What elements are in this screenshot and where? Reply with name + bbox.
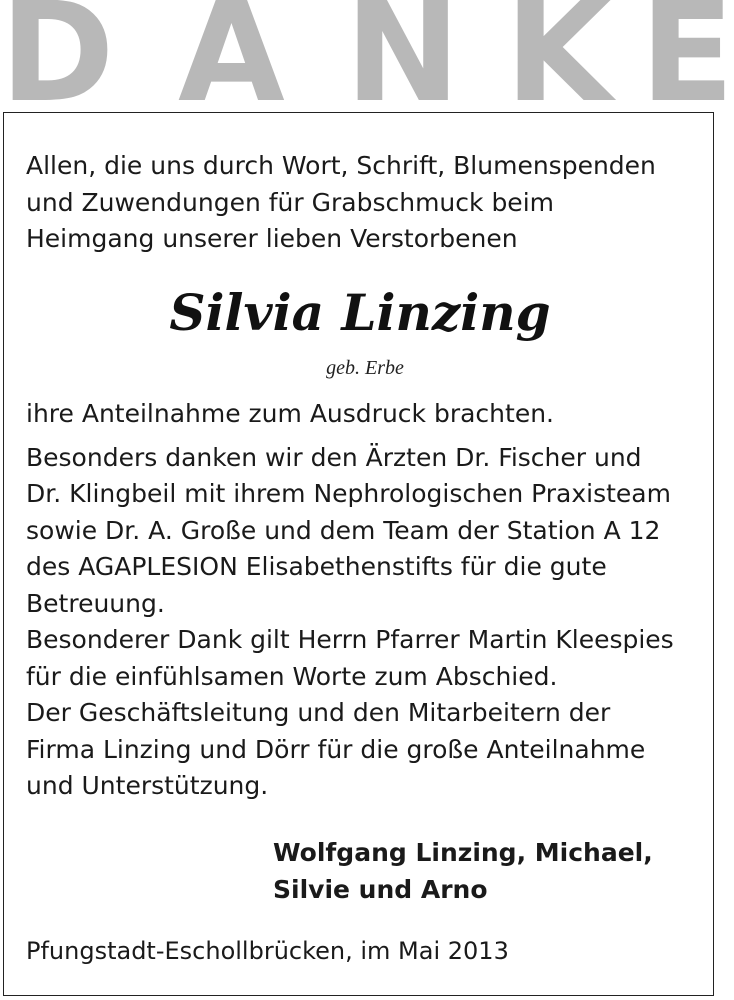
body-line: Der Geschäftsleitung und den Mitarbeitern der xyxy=(26,698,611,727)
intro-line: Heimgang unserer lieben Verstorbenen xyxy=(26,224,518,253)
header-letter: N xyxy=(345,0,461,133)
signature-line: Silvie und Arno xyxy=(273,875,488,904)
body-line: und Unterstützung. xyxy=(26,771,269,800)
body-line: Betreuung. xyxy=(26,588,165,618)
place-date: Pfungstadt-Eschollbrücken, im Mai 2013 xyxy=(26,937,509,965)
body-line: für die einfühlsamen Worte zum Abschied. xyxy=(26,661,558,691)
deceased-birth-name: geb. Erbe xyxy=(326,357,404,379)
signature-line: Wolfgang Linzing, Michael, xyxy=(273,838,653,867)
body-line: Besonders danken wir den Ärzten Dr. Fischer und xyxy=(26,442,642,472)
body-line: Dr. Klingbeil mit ihrem Nephrologischen Praxisteam xyxy=(26,479,671,508)
header-letter: D xyxy=(0,0,115,133)
body-line: sowie Dr. A. Große und dem Team der Station A 12 xyxy=(26,515,661,545)
body-line: Firma Linzing und Dörr für die große Anteilnahme xyxy=(26,734,646,764)
deceased-name: Silvia Linzing xyxy=(169,283,551,342)
body-line: Besonderer Dank gilt Herrn Pfarrer Martin Kleespies xyxy=(26,625,674,654)
body-text xyxy=(26,396,706,805)
header-letter: A xyxy=(178,0,285,133)
intro-line: und Zuwendungen für Grabschmuck beim xyxy=(26,187,554,217)
body-line: ihre Anteilnahme zum Ausdruck brachten. xyxy=(26,399,554,428)
intro-text xyxy=(26,148,706,258)
body-line: des AGAPLESION Elisabethenstifts für die gute xyxy=(26,552,607,581)
header-letter: K xyxy=(505,0,612,133)
header-letter: E xyxy=(640,0,734,133)
intro-line: Allen, die uns durch Wort, Schrift, Blumenspenden xyxy=(26,151,656,180)
signature xyxy=(273,834,653,908)
header-danke xyxy=(0,0,734,133)
